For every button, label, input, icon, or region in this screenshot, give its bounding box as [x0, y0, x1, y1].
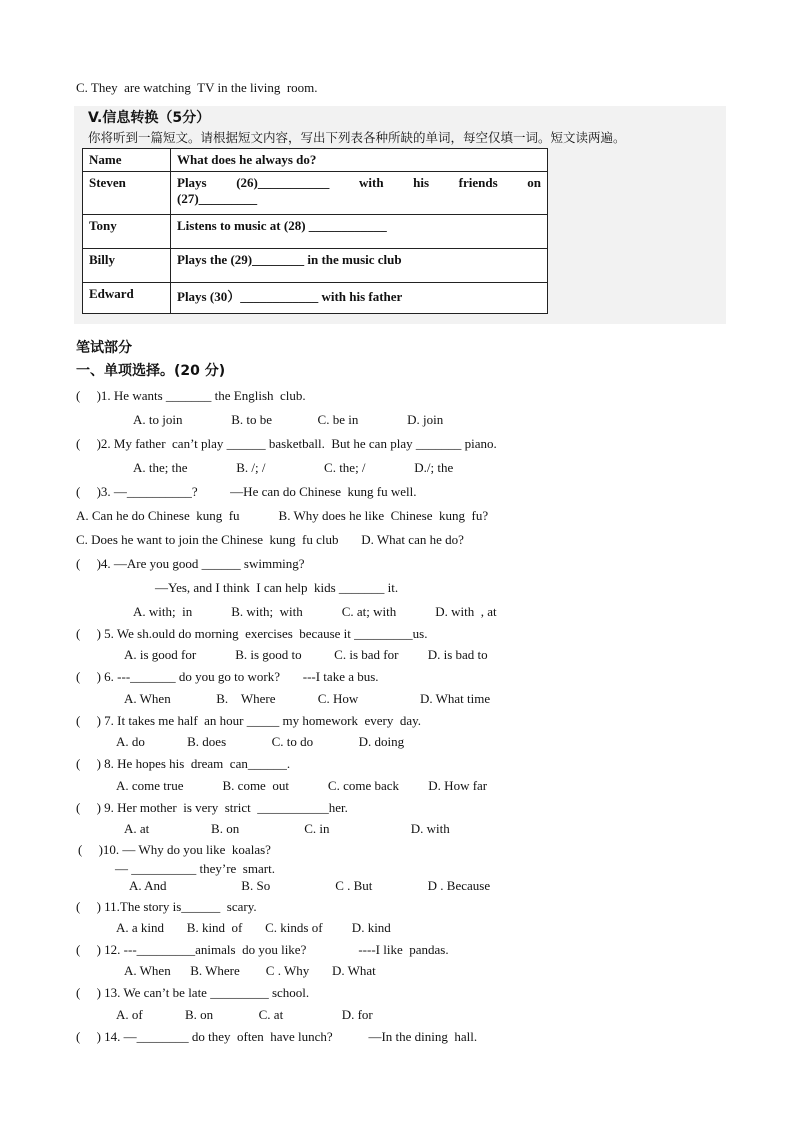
- table-row: [83, 215, 548, 249]
- table-row: [83, 249, 548, 283]
- question-line: ( )1. He wants _______ the English club.: [76, 388, 306, 403]
- blank-27[interactable]: (27)_________: [177, 191, 258, 206]
- written-part-title: 笔试部分: [76, 340, 132, 356]
- row-activity: Plays the (29)________ in the music club: [171, 249, 548, 283]
- table-row: [83, 283, 548, 314]
- row-activity: Listens to music at (28) ____________: [171, 215, 548, 249]
- question-line: ( ) 5. We sh.ould do morning exercises because it _________us.: [76, 626, 428, 641]
- question-line: ( ) 11.The story is______ scary.: [76, 899, 257, 914]
- question-line: ( ) 7. It takes me half an hour _____ my homework every day.: [76, 713, 422, 728]
- question-line: A. at B. on C. in D. with: [124, 821, 450, 836]
- row-name: Tony: [83, 215, 171, 249]
- question-line: C. Does he want to join the Chinese kung fu club D. What can he do?: [76, 532, 464, 547]
- table-row: [83, 172, 548, 215]
- row-activity: Plays (30）____________ with his father: [171, 283, 548, 314]
- question-line: ( ) 6. ---_______ do you go to work? ---I take a bus.: [76, 669, 379, 684]
- question-line: ( ) 14. —________ do they often have lunch? —In the dining hall.: [76, 1029, 478, 1044]
- header-name: Name: [83, 149, 171, 172]
- row-name: Edward: [83, 283, 171, 314]
- question-line: A. is good for B. is good to C. is bad for D. is bad to: [124, 647, 488, 662]
- blank-26[interactable]: (26)___________: [236, 175, 330, 190]
- question-line: ( )10. — Why do you like koalas?: [78, 842, 271, 857]
- question-line: ( )2. My father can’t play ______ basketball. But he can play _______ piano.: [76, 436, 497, 451]
- header-activity: What does he always do?: [171, 149, 548, 172]
- word: friends: [458, 175, 498, 190]
- question-line: A. a kind B. kind of C. kinds of D. kind: [116, 920, 391, 935]
- option-c-living-room: C. They are watching TV in the living room.: [76, 80, 318, 95]
- steven-line1: [177, 175, 541, 191]
- question-line: ( ) 12. ---_________animals do you like? ----I like pandas.: [76, 942, 449, 957]
- question-line: —Yes, and I think I can help kids _______ it.: [155, 580, 399, 595]
- question-line: A. When B. Where C . Why D. What: [124, 963, 376, 978]
- table-header-row: [83, 149, 548, 172]
- question-line: — __________ they’re smart.: [115, 861, 275, 876]
- row-name: Billy: [83, 249, 171, 283]
- word: Plays: [177, 175, 207, 190]
- multiple-choice-title: 一、单项选择。(20 分): [76, 363, 226, 379]
- question-line: A. to join B. to be C. be in D. join: [133, 412, 444, 427]
- question-line: A. Can he do Chinese kung fu B. Why does he like Chinese kung fu?: [76, 508, 489, 523]
- question-line: ( ) 9. Her mother is very strict ___________her.: [76, 800, 348, 815]
- question-line: A. the; the B. /; / C. the; / D./; the: [133, 460, 454, 475]
- question-line: A. come true B. come out C. come back D. How far: [116, 778, 488, 793]
- question-line: A. of B. on C. at D. for: [116, 1007, 373, 1022]
- question-line: ( )3. —__________? —He can do Chinese kung fu well.: [76, 484, 417, 499]
- row-activity: [171, 172, 548, 215]
- word: on: [527, 175, 541, 190]
- row-name: Steven: [83, 172, 171, 215]
- word: his: [413, 175, 430, 190]
- info-table: [82, 148, 548, 314]
- question-line: ( ) 8. He hopes his dream can______.: [76, 756, 291, 771]
- question-line: ( )4. —Are you good ______ swimming?: [76, 556, 305, 571]
- section5-title: V.信息转换（5分）: [88, 110, 211, 126]
- question-line: A. do B. does C. to do D. doing: [116, 734, 405, 749]
- word: with: [358, 175, 384, 190]
- section5-instruction: 你将听到一篇短文。请根据短文内容，写出下列表各种所缺的单词，每空仅填一词。短文读两遍。: [88, 130, 626, 145]
- question-line: A. When B. Where C. How D. What time: [124, 691, 491, 706]
- question-line: A. with; in B. with; with C. at; with D. with , at: [133, 604, 497, 619]
- question-line: A. And B. So C . But D . Because: [129, 878, 491, 893]
- question-line: ( ) 13. We can’t be late _________ school.: [76, 985, 310, 1000]
